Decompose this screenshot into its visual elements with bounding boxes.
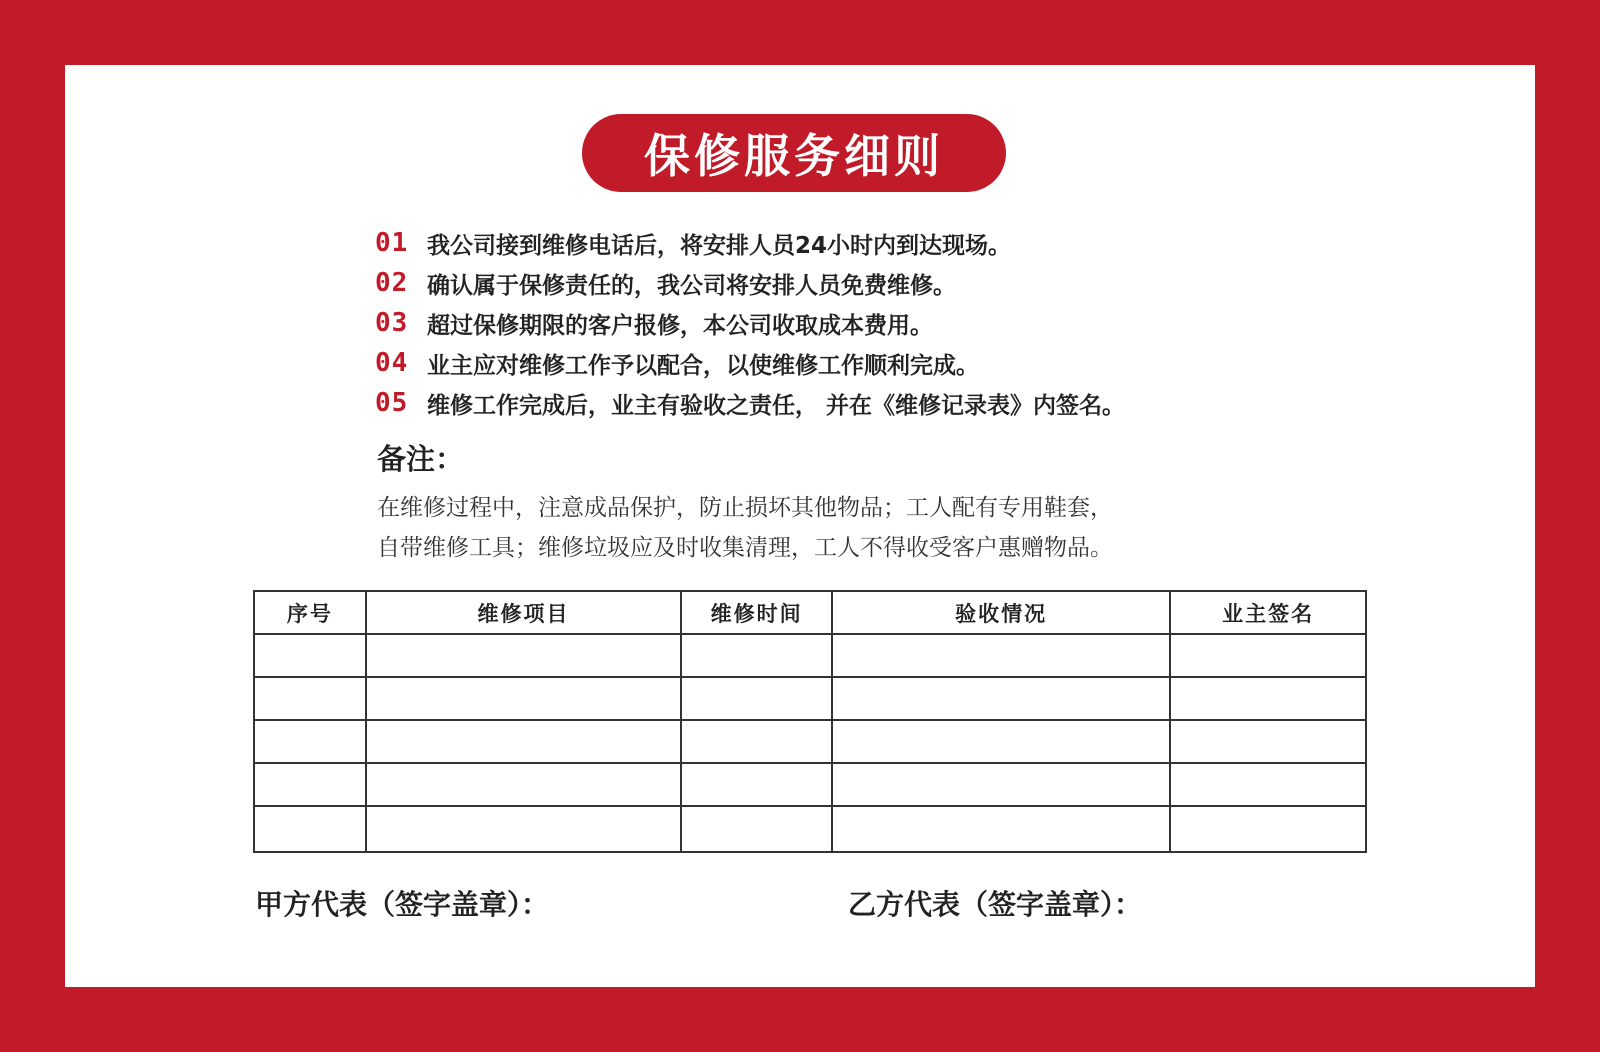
table-cell[interactable] [1170, 720, 1366, 763]
rule-number: 01 [375, 228, 409, 258]
rule-item [375, 383, 1375, 423]
table-row [254, 763, 1366, 806]
rule-number: 03 [375, 308, 409, 338]
rule-text: 超过保修期限的客户报修，本公司收取成本费用。 [427, 312, 933, 339]
rule-item [375, 303, 1375, 343]
table-cell[interactable] [254, 634, 366, 677]
table-cell[interactable] [681, 634, 832, 677]
rule-text: 确认属于保修责任的，我公司将安排人员免费维修。 [427, 272, 956, 299]
table-cell[interactable] [681, 720, 832, 763]
rule-number: 04 [375, 348, 409, 378]
table-row [254, 677, 1366, 720]
service-rules-card [65, 65, 1535, 987]
table-cell[interactable] [366, 763, 681, 806]
rule-text: 我公司接到维修电话后，将安排人员24小时内到达现场。 [427, 232, 1012, 259]
rule-text: 业主应对维修工作予以配合，以使维修工作顺利完成。 [427, 352, 979, 379]
table-cell[interactable] [254, 763, 366, 806]
table-cell[interactable] [832, 720, 1170, 763]
table-cell[interactable] [832, 806, 1170, 852]
rule-number: 02 [375, 268, 409, 298]
maintenance-record-table [253, 590, 1367, 853]
party-a-signature[interactable]: 甲方代表（签字盖章）： [255, 888, 550, 921]
table-cell[interactable] [681, 806, 832, 852]
table-cell[interactable] [1170, 677, 1366, 720]
table-row [254, 634, 1366, 677]
title-banner [582, 114, 1006, 192]
table-cell[interactable] [832, 763, 1170, 806]
table-cell[interactable] [832, 634, 1170, 677]
note-line: 在维修过程中，注意成品保护，防止损坏其他物品；工人配有专用鞋套， [377, 495, 1113, 521]
table-cell[interactable] [254, 806, 366, 852]
rule-item [375, 223, 1375, 263]
table-cell[interactable] [254, 720, 366, 763]
table-cell[interactable] [366, 634, 681, 677]
header-acceptance: 验收情况 [832, 591, 1170, 634]
rule-item [375, 343, 1375, 383]
table-cell[interactable] [366, 806, 681, 852]
rule-item [375, 263, 1375, 303]
note-label: 备注： [377, 442, 465, 476]
party-b-signature[interactable]: 乙方代表（签字盖章）： [848, 888, 1143, 921]
page-title: 保修服务细则 [644, 129, 944, 183]
note-line: 自带维修工具；维修垃圾应及时收集清理，工人不得收受客户惠赠物品。 [377, 535, 1113, 561]
table-cell[interactable] [1170, 763, 1366, 806]
table-cell[interactable] [681, 677, 832, 720]
table-cell[interactable] [1170, 634, 1366, 677]
table-cell[interactable] [681, 763, 832, 806]
header-serial: 序号 [254, 591, 366, 634]
table-cell[interactable] [254, 677, 366, 720]
table-header-row [254, 591, 1366, 634]
header-repair-time: 维修时间 [681, 591, 832, 634]
table-cell[interactable] [366, 677, 681, 720]
table-cell[interactable] [832, 677, 1170, 720]
header-owner-signature: 业主签名 [1170, 591, 1366, 634]
table-row [254, 720, 1366, 763]
header-repair-item: 维修项目 [366, 591, 681, 634]
rule-text: 维修工作完成后，业主有验收之责任， 并在《维修记录表》内签名。 [427, 392, 1126, 419]
note-text [377, 488, 1277, 568]
table-cell[interactable] [1170, 806, 1366, 852]
rules-list [375, 223, 1375, 423]
table-row [254, 806, 1366, 852]
rule-number: 05 [375, 388, 409, 418]
table-cell[interactable] [366, 720, 681, 763]
